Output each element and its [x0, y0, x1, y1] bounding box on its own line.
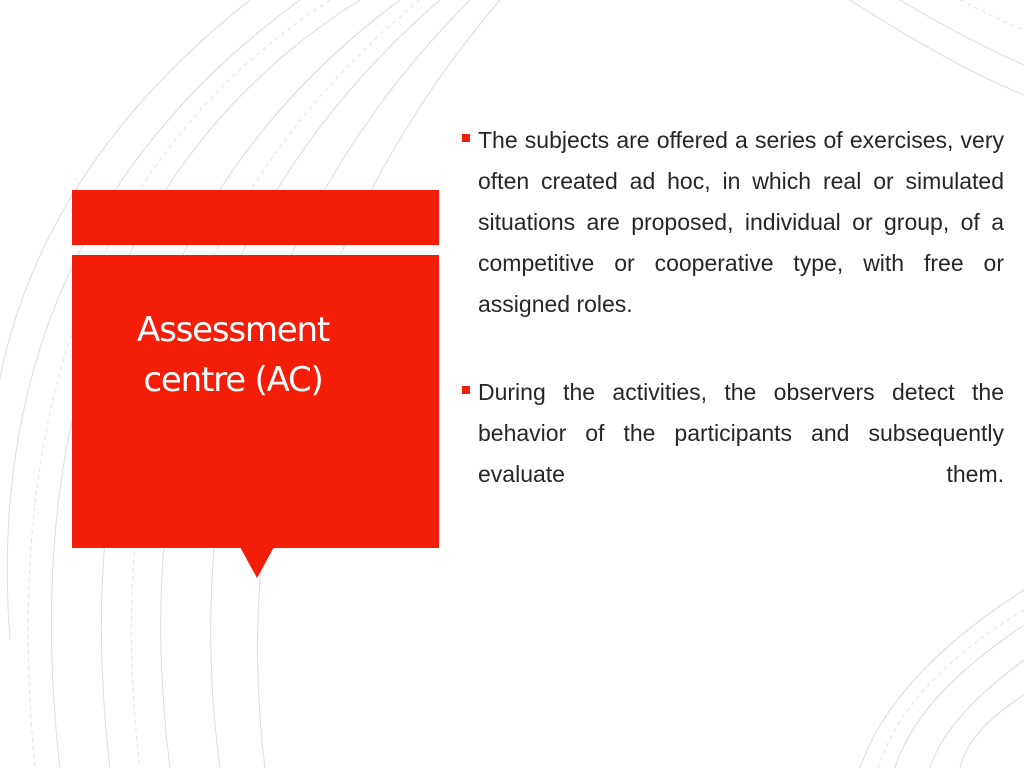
slide-title	[72, 305, 394, 405]
square-bullet-icon	[462, 134, 470, 142]
title-panel-pointer	[240, 547, 274, 578]
slide-title-line-1: Assessment	[137, 310, 329, 350]
bullet-list	[459, 120, 1004, 495]
bullet-text: The subjects are offered a series of exercises, very often created ad hoc, in which real or simulated situations are proposed, individual or group, of a competitive or cooperative type, with free or assigned roles.	[478, 127, 1004, 317]
bullet-item	[459, 372, 1004, 495]
square-bullet-icon	[462, 386, 470, 394]
bullet-text: During the activities, the observers detect the behavior of the participants and subsequently evaluate them.	[478, 379, 1004, 487]
slide-title-line-2: centre (AC)	[143, 360, 323, 400]
accent-bar	[72, 190, 439, 245]
bullet-item	[459, 120, 1004, 325]
